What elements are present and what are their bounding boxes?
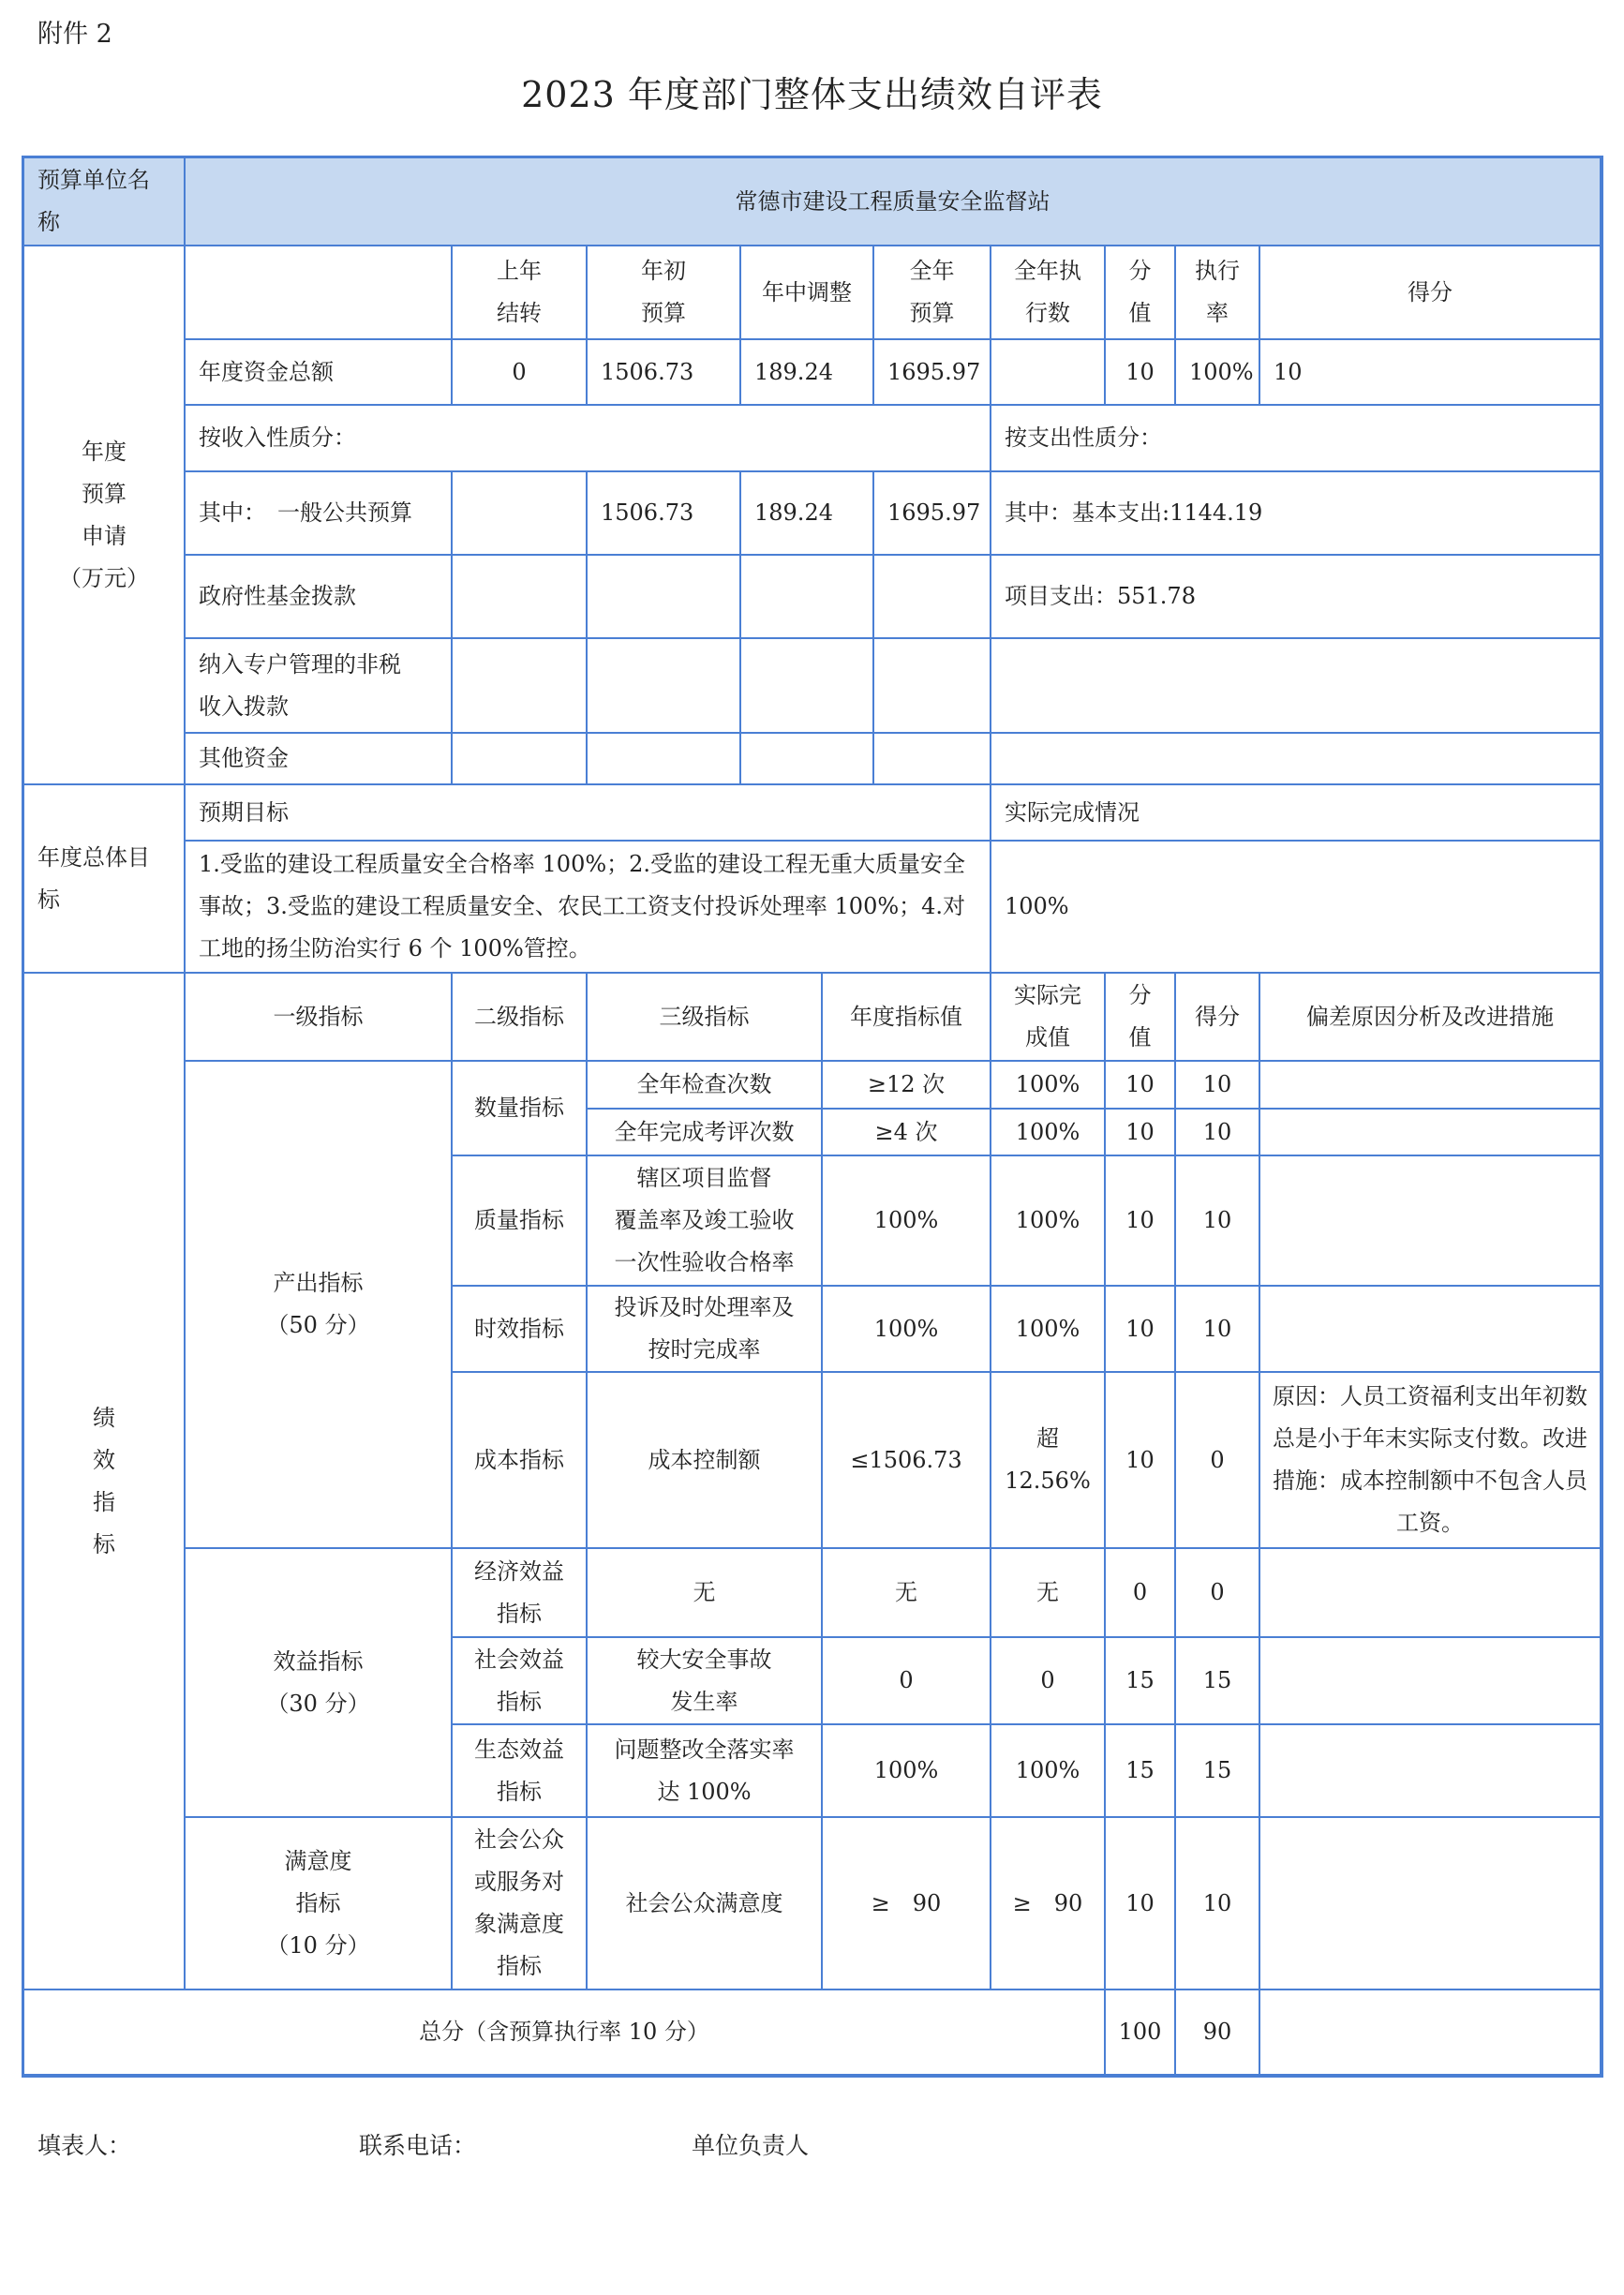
by-income-label (184, 404, 991, 472)
deviation-note (1259, 1371, 1602, 1549)
level3-indicator (586, 1371, 823, 1549)
expected-goal-text-text: 1.受监的建设工程质量安全合格率 100%；2.受监的建设工程无重大质量安全事故；3.受监的建设工程质量安全、农民工工资支付投诉处理率 100%；4.对工地的扬尘防治实行 6 个 100%管控。 (199, 851, 966, 961)
expense-row-value (990, 554, 1602, 639)
deviation-note (1259, 1816, 1602, 1990)
level3-indicator-text: 全年完成考评次数 (614, 1118, 795, 1145)
level3-indicator (586, 1285, 823, 1373)
income-row-value (872, 554, 991, 639)
level2-indicator-text: 生态效益 指标 (474, 1736, 564, 1805)
score-value (1174, 1723, 1260, 1818)
actual-value-text: 无 (1036, 1579, 1059, 1605)
by-expense-label-text: 按支出性质分： (1005, 425, 1162, 451)
deviation-note (1259, 1285, 1602, 1373)
target-value-text: ≤1506.73 (850, 1446, 962, 1473)
perf-header-3-text: 年度指标值 (850, 1003, 962, 1030)
performance-section-label (22, 972, 186, 1990)
actual-value (990, 1636, 1106, 1725)
level2-indicator (451, 1371, 588, 1549)
deviation-note (1259, 1155, 1602, 1287)
budget-total-value-3-text: 1695.97 (887, 358, 981, 385)
score-value-text: 10 (1202, 1207, 1232, 1233)
level3-indicator-text: 辖区项目监督 覆盖率及竣工验收 一次性验收合格率 (614, 1165, 795, 1275)
score-value (1174, 1547, 1260, 1638)
score-value-text: 10 (1202, 1889, 1232, 1916)
target-value (821, 1108, 991, 1156)
perf-header-0 (184, 972, 453, 1062)
score-value (1174, 1285, 1260, 1373)
perf-header-1-text: 二级指标 (474, 1003, 564, 1030)
deviation-note-text: 原因：人员工资福利支出年初数总是小于年末实际支付数。改进措施：成本控制额中不包含人员工资。 (1273, 1383, 1587, 1536)
weight-value (1104, 1060, 1176, 1110)
expense-row-value-text: 项目支出：551.78 (1005, 583, 1196, 609)
budget-header-4 (990, 245, 1106, 340)
perf-header-7-text: 偏差原因分析及改进措施 (1306, 1003, 1554, 1030)
target-value-text: 0 (899, 1667, 914, 1693)
perf-header-2-text: 三级指标 (659, 1003, 750, 1030)
perf-header-6-text: 得分 (1195, 1003, 1240, 1030)
income-row-label-text: 其中： 一般公共预算 (199, 499, 412, 526)
perf-header-6 (1174, 972, 1260, 1062)
total-weight (1104, 1989, 1176, 2076)
level2-indicator-text: 时效指标 (474, 1315, 564, 1342)
goals-section-label (22, 783, 186, 974)
weight-value-text: 10 (1125, 1071, 1155, 1097)
budget-header-4-text: 全年执 行数 (1014, 258, 1081, 326)
weight-value-text: 0 (1132, 1579, 1148, 1605)
weight-value (1104, 1723, 1176, 1818)
unit-head-label: 单位负责人 (692, 2132, 810, 2159)
budget-header-2-text: 年中调整 (762, 278, 852, 306)
income-row-value (586, 554, 741, 639)
income-row-value-text: 1506.73 (601, 499, 694, 526)
perf-header-5-text: 分 值 (1128, 982, 1152, 1051)
phone-label: 联系电话： (359, 2132, 477, 2159)
budget-header-7-text: 得分 (1408, 278, 1453, 306)
target-value (821, 1285, 991, 1373)
income-row-value (739, 554, 874, 639)
attachment-label: 附件 2 (37, 20, 112, 49)
weight-value-text: 10 (1125, 1889, 1155, 1916)
score-value (1174, 1060, 1260, 1110)
budget-header-5-text: 分 值 (1128, 258, 1152, 326)
actual-value-text: 100% (1015, 1071, 1080, 1097)
weight-value (1104, 1155, 1176, 1287)
actual-value (990, 1108, 1106, 1156)
income-row-value (872, 732, 991, 785)
target-value (821, 1723, 991, 1818)
expected-goal-text (184, 840, 991, 974)
income-row-value (872, 470, 991, 556)
budget-total-value-2-text: 189.24 (754, 358, 833, 385)
actual-value (990, 1060, 1106, 1110)
perf-header-4 (990, 972, 1106, 1062)
weight-value (1104, 1816, 1176, 1990)
income-row-label-text: 政府性基金拨款 (199, 583, 356, 609)
budget-total-value-1-text: 1506.73 (601, 358, 694, 385)
score-value-text: 15 (1202, 1757, 1232, 1783)
actual-completion-text (990, 840, 1602, 974)
actual-value (990, 1285, 1106, 1373)
level2-indicator (451, 1155, 588, 1287)
unit-name-label-text: 预算单位名称 (37, 167, 150, 235)
weight-value (1104, 1108, 1176, 1156)
income-row-value (739, 470, 874, 556)
level2-indicator-text: 社会公众 或服务对 象满意度 指标 (474, 1826, 564, 1979)
income-row-value (739, 732, 874, 785)
level3-indicator-text: 无 (693, 1579, 716, 1605)
budget-header-1 (586, 245, 741, 340)
target-value-text: 100% (873, 1207, 939, 1233)
weight-value-text: 10 (1125, 1315, 1155, 1342)
performance-section-label-text: 绩 效 指 标 (93, 1404, 115, 1557)
budget-header-blank (184, 245, 453, 340)
target-value (821, 1547, 991, 1638)
weight-value-text: 15 (1125, 1667, 1155, 1693)
budget-total-value-0 (451, 338, 588, 406)
budget-section-label (22, 245, 186, 785)
actual-value-text: 100% (1015, 1118, 1080, 1145)
budget-total-value-7-text: 10 (1274, 358, 1303, 385)
score-value (1174, 1371, 1260, 1549)
level2-indicator-text: 社会效益 指标 (474, 1646, 564, 1715)
level3-indicator (586, 1723, 823, 1818)
level2-indicator (451, 1816, 588, 1990)
perf-header-4-text: 实际完 成值 (1014, 982, 1081, 1051)
level3-indicator-text: 全年检查次数 (636, 1071, 772, 1097)
actual-value (990, 1723, 1106, 1818)
actual-value-text: 100% (1015, 1207, 1080, 1233)
total-score-label-text: 总分（含预算执行率 10 分） (419, 2019, 709, 2045)
level3-indicator (586, 1108, 823, 1156)
budget-total-label-text: 年度资金总额 (199, 358, 334, 385)
budget-header-2 (739, 245, 874, 340)
actual-value (990, 1155, 1106, 1287)
total-score-label (22, 1989, 1106, 2076)
budget-header-6-text: 执行 率 (1195, 258, 1240, 326)
perf-header-1 (451, 972, 588, 1062)
target-value (821, 1155, 991, 1287)
deviation-note (1259, 1636, 1602, 1725)
income-row-value (586, 732, 741, 785)
target-value-text: ≥12 次 (867, 1071, 946, 1097)
score-value-text: 10 (1202, 1118, 1232, 1145)
level2-indicator (451, 1723, 588, 1818)
budget-total-value-6-text: 100% (1189, 358, 1254, 385)
level2-indicator-text: 成本指标 (474, 1446, 564, 1473)
actual-value (990, 1816, 1106, 1990)
level3-indicator-text: 投诉及时处理率及 按时完成率 (614, 1294, 795, 1363)
income-row-label (184, 732, 453, 785)
budget-total-value-2 (739, 338, 874, 406)
level2-indicator (451, 1547, 588, 1638)
level1-satisfaction (184, 1816, 453, 1990)
actual-value-text: 100% (1015, 1757, 1080, 1783)
score-value (1174, 1636, 1260, 1725)
level2-indicator-text: 经济效益 指标 (474, 1557, 564, 1627)
weight-value-text: 10 (1125, 1118, 1155, 1145)
score-value-text: 10 (1202, 1071, 1232, 1097)
actual-completion-text-text: 100% (1005, 893, 1069, 919)
perf-header-2 (586, 972, 823, 1062)
goals-section-label-text: 年度总体目 标 (37, 843, 150, 913)
perf-header-5 (1104, 972, 1176, 1062)
level2-indicator-text: 数量指标 (474, 1095, 564, 1121)
level3-indicator (586, 1636, 823, 1725)
budget-header-3-text: 全年 预算 (909, 258, 955, 326)
score-value (1174, 1155, 1260, 1287)
actual-completion-label (990, 783, 1602, 842)
expense-row-value (990, 470, 1602, 556)
deviation-note (1259, 1723, 1602, 1818)
weight-value (1104, 1636, 1176, 1725)
level1-satisfaction-text: 满意度 指标 （10 分） (266, 1847, 370, 1959)
weight-value (1104, 1285, 1176, 1373)
actual-value (990, 1371, 1106, 1549)
target-value (821, 1060, 991, 1110)
level2-indicator (451, 1060, 588, 1156)
income-row-value (872, 637, 991, 734)
budget-total-value-4 (990, 338, 1106, 406)
level3-indicator (586, 1547, 823, 1638)
total-score (1174, 1989, 1260, 2076)
budget-header-3 (872, 245, 991, 340)
total-score-text: 90 (1202, 2019, 1232, 2045)
budget-header-5 (1104, 245, 1176, 340)
score-value-text: 0 (1210, 1446, 1225, 1473)
income-row-label-text: 纳入专户管理的非税 收入拨款 (199, 650, 401, 720)
budget-total-value-5 (1104, 338, 1176, 406)
page-title: 2023 年度部门整体支出绩效自评表 (521, 74, 1103, 115)
level3-indicator (586, 1816, 823, 1990)
score-value-text: 0 (1210, 1579, 1225, 1605)
total-weight-text: 100 (1118, 2019, 1162, 2045)
level1-output-text: 产出指标 （50 分） (266, 1270, 370, 1338)
level3-indicator (586, 1155, 823, 1287)
level3-indicator-text: 社会公众满意度 (625, 1889, 783, 1916)
perf-header-3 (821, 972, 991, 1062)
actual-value-text: 0 (1040, 1667, 1055, 1693)
level3-indicator-text: 较大安全事故 发生率 (636, 1646, 772, 1715)
weight-value-text: 10 (1125, 1446, 1155, 1473)
level2-indicator (451, 1285, 588, 1373)
actual-value-text: 超 12.56% (1005, 1425, 1091, 1494)
actual-completion-label-text: 实际完成情况 (1005, 798, 1140, 826)
target-value-text: 无 (895, 1579, 917, 1605)
weight-value-text: 15 (1125, 1757, 1155, 1783)
target-value-text: ≥ 90 (871, 1889, 942, 1916)
budget-header-7 (1259, 245, 1602, 340)
budget-total-value-7 (1259, 338, 1602, 406)
deviation-note (1259, 1108, 1602, 1156)
budget-total-value-1 (586, 338, 741, 406)
weight-value (1104, 1547, 1176, 1638)
target-value (821, 1636, 991, 1725)
weight-value-text: 10 (1125, 1207, 1155, 1233)
income-row-value (451, 470, 588, 556)
budget-total-value-0-text: 0 (512, 358, 527, 385)
expense-row-value-text: 其中：基本支出:1144.19 (1005, 499, 1263, 526)
level2-indicator (451, 1636, 588, 1725)
target-value-text: ≥4 次 (874, 1118, 938, 1145)
unit-name-value-text: 常德市建设工程质量安全监督站 (735, 187, 1050, 215)
score-value-text: 10 (1202, 1315, 1232, 1342)
perf-header-0-text: 一级指标 (273, 1003, 364, 1030)
budget-header-0-text: 上年 结转 (497, 258, 542, 326)
score-value (1174, 1108, 1260, 1156)
actual-value-text: 100% (1015, 1315, 1080, 1342)
budget-header-0 (451, 245, 588, 340)
budget-header-1-text: 年初 预算 (641, 258, 686, 326)
income-row-value (586, 637, 741, 734)
budget-total-value-6 (1174, 338, 1260, 406)
total-note (1259, 1989, 1602, 2076)
level1-output (184, 1060, 453, 1549)
budget-total-value-3 (872, 338, 991, 406)
target-value (821, 1816, 991, 1990)
expected-goal-label (184, 783, 991, 842)
expense-row-value (990, 732, 1602, 785)
target-value (821, 1371, 991, 1549)
score-value (1174, 1816, 1260, 1990)
income-row-label (184, 637, 453, 734)
level3-indicator-text: 问题整改全落实率 达 100% (614, 1736, 795, 1805)
target-value-text: 100% (873, 1757, 939, 1783)
budget-section-label-text: 年度 预算 申请 （万元） (59, 438, 149, 591)
expected-goal-label-text: 预期目标 (199, 798, 289, 826)
budget-header-6 (1174, 245, 1260, 340)
actual-value (990, 1547, 1106, 1638)
actual-value-text: ≥ 90 (1012, 1889, 1083, 1916)
filler-label: 填表人： (37, 2132, 132, 2159)
income-row-value-text: 1695.97 (887, 499, 981, 526)
income-row-value (451, 554, 588, 639)
level3-indicator-text: 成本控制额 (648, 1446, 761, 1473)
weight-value (1104, 1371, 1176, 1549)
perf-header-7 (1259, 972, 1602, 1062)
level2-indicator-text: 质量指标 (474, 1207, 564, 1233)
unit-name-value (184, 156, 1602, 246)
income-row-value (586, 470, 741, 556)
income-row-label (184, 554, 453, 639)
level3-indicator (586, 1060, 823, 1110)
income-row-value (451, 637, 588, 734)
budget-total-label (184, 338, 453, 406)
by-income-label-text: 按收入性质分： (199, 425, 356, 451)
level1-benefit-text: 效益指标 （30 分） (266, 1647, 370, 1717)
score-value-text: 15 (1202, 1667, 1232, 1693)
income-row-label (184, 470, 453, 556)
unit-name-label (22, 156, 186, 246)
budget-total-value-5-text: 10 (1125, 358, 1155, 385)
by-expense-label (990, 404, 1602, 472)
income-row-value (739, 637, 874, 734)
level1-benefit (184, 1547, 453, 1818)
income-row-label-text: 其他资金 (199, 745, 289, 771)
deviation-note (1259, 1547, 1602, 1638)
expense-row-value (990, 637, 1602, 734)
income-row-value-text: 189.24 (754, 499, 833, 526)
target-value-text: 100% (873, 1315, 939, 1342)
income-row-value (451, 732, 588, 785)
deviation-note (1259, 1060, 1602, 1110)
